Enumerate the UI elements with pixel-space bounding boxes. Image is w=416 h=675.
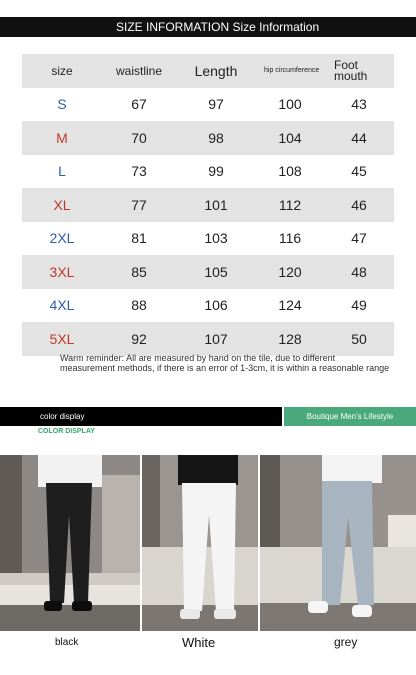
cell-hip: 108 <box>278 163 302 180</box>
cell-size: 2XL <box>49 230 75 247</box>
caption-grey: grey <box>334 635 358 649</box>
table-row <box>22 322 394 356</box>
white-trousers-image <box>142 455 258 631</box>
cell-size: 4XL <box>49 297 75 314</box>
boutique-badge <box>284 407 416 426</box>
header-waistline: waistline <box>115 63 163 78</box>
header-foot-mouth: Foot mouth <box>334 57 368 83</box>
cell-size: L <box>58 163 66 180</box>
cell-waist: 73 <box>131 163 147 180</box>
table-row <box>22 155 394 189</box>
cell-size: XL <box>53 196 71 213</box>
table-row <box>22 88 394 122</box>
boutique-label: Boutique Men's Lifestyle <box>306 412 394 421</box>
cell-hip: 128 <box>278 330 302 347</box>
cell-waist: 81 <box>131 230 147 247</box>
cell-size: M <box>56 129 68 146</box>
header-hip: hip circumference <box>264 67 320 75</box>
cell-hip: 104 <box>278 129 302 146</box>
photo-black-trousers <box>0 455 140 631</box>
cell-hip: 112 <box>278 196 302 213</box>
cell-hip: 124 <box>278 297 302 314</box>
caption-black: black <box>55 637 79 648</box>
black-trousers-image <box>0 455 140 631</box>
photo-white-trousers <box>142 455 258 631</box>
color-display-green-label: COLOR DISPLAY <box>38 428 95 435</box>
cell-foot: 43 <box>351 96 367 113</box>
table-row <box>22 222 394 256</box>
cell-waist: 92 <box>131 330 147 347</box>
color-display-label: color display <box>40 412 85 421</box>
cell-waist: 77 <box>131 196 147 213</box>
cell-foot: 45 <box>351 163 367 180</box>
cell-length: 97 <box>208 96 224 113</box>
warm-reminder-note: Warm reminder: All are measured by hand on the tile, due to different measurement methods, if there is an error of 1-3cm, it is within a reasonable range <box>60 353 390 373</box>
cell-waist: 88 <box>131 297 147 314</box>
table-row <box>22 188 394 222</box>
table-header-row <box>22 54 394 88</box>
cell-size: S <box>57 96 67 113</box>
section-title-bar <box>0 17 416 37</box>
cell-foot: 50 <box>351 330 367 347</box>
cell-size: 3XL <box>49 263 75 280</box>
cell-length: 107 <box>204 330 228 347</box>
header-length: Length <box>194 62 238 79</box>
header-size: size <box>51 63 73 78</box>
product-photos <box>0 455 416 631</box>
size-table <box>22 54 394 356</box>
photo-grey-trousers <box>260 455 416 631</box>
cell-waist: 85 <box>131 263 147 280</box>
cell-length: 99 <box>208 163 224 180</box>
grey-trousers-image <box>260 455 416 631</box>
cell-waist: 70 <box>131 129 147 146</box>
cell-length: 103 <box>204 230 228 247</box>
caption-white: White <box>182 635 216 650</box>
table-row <box>22 255 394 289</box>
table-row <box>22 121 394 155</box>
cell-foot: 44 <box>351 129 367 146</box>
cell-length: 106 <box>204 297 228 314</box>
cell-foot: 46 <box>351 196 367 213</box>
color-display-bar <box>0 407 282 426</box>
section-title: SIZE INFORMATION Size Information <box>116 20 320 34</box>
cell-length: 101 <box>204 196 228 213</box>
table-row <box>22 289 394 323</box>
cell-length: 98 <box>208 129 224 146</box>
cell-length: 105 <box>204 263 228 280</box>
cell-hip: 100 <box>278 96 302 113</box>
cell-foot: 47 <box>351 230 367 247</box>
cell-hip: 116 <box>278 230 302 247</box>
cell-foot: 49 <box>351 297 367 314</box>
cell-hip: 120 <box>278 263 302 280</box>
cell-foot: 48 <box>351 263 367 280</box>
cell-waist: 67 <box>131 96 147 113</box>
cell-size: 5XL <box>49 330 75 347</box>
